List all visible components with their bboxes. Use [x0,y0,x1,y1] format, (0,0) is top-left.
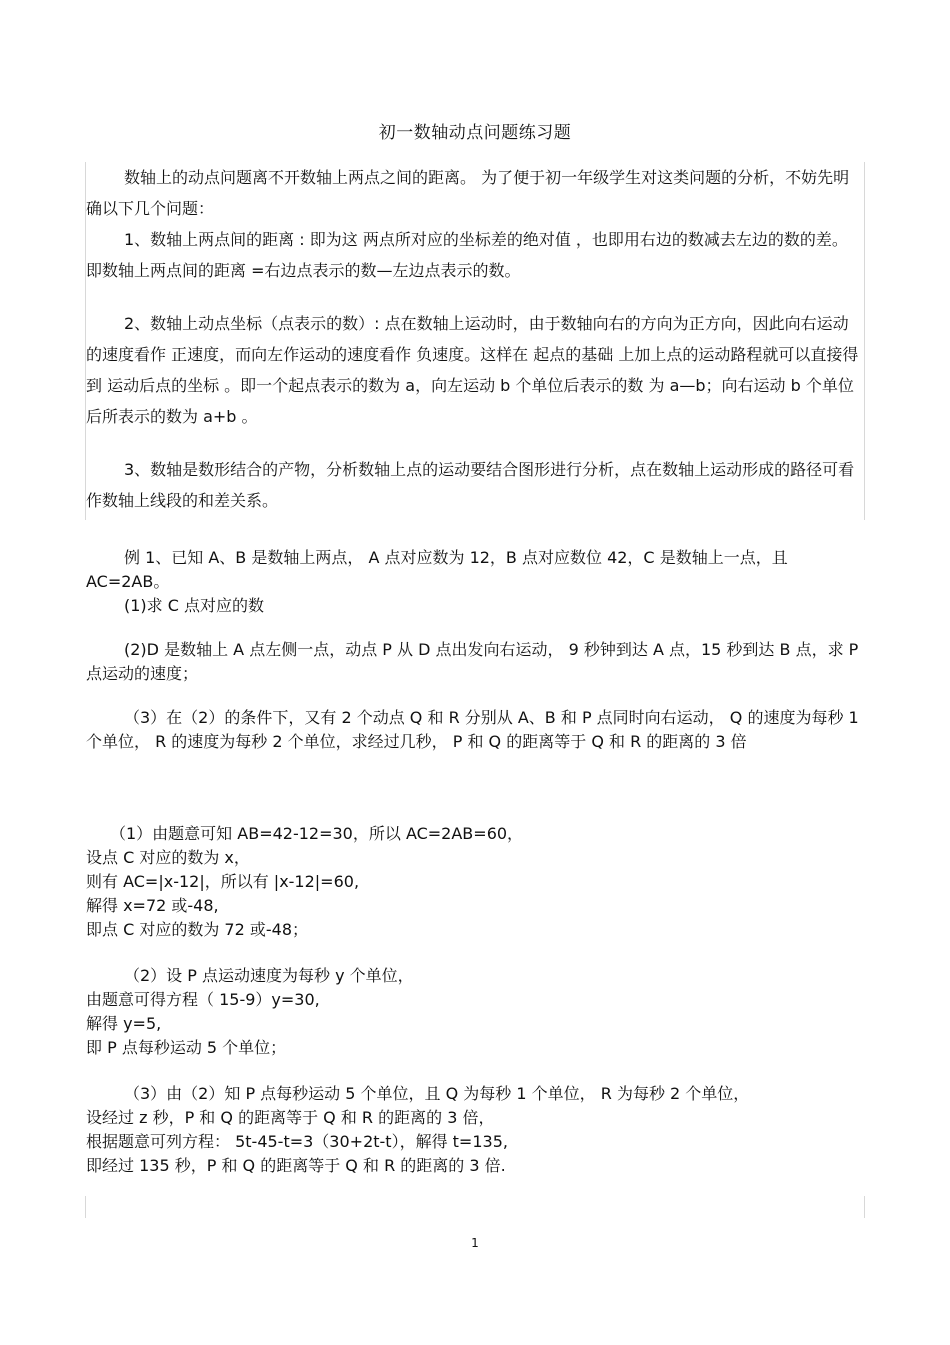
left-margin-rule-bottom [85,1196,86,1218]
solution-1-line: 设点 C 对应的数为 x， [86,848,250,867]
solution-3-line: 根据题意可列方程： 5t-45-t=3（30+2t-t），解得 t=135, [86,1132,508,1151]
solution-3-line: 设经过 z 秒，P 和 Q 的距离等于 Q 和 R 的距离的 3 倍， [86,1108,495,1127]
intro-section [86,162,864,516]
point-2-paragraph: 2、数轴上动点坐标（点表示的数）: 点在数轴上运动时，由于数轴向右的方向为正方向，因此向右运动的速度看作 正速度，而向左作运动的速度看作 负速度。这样在 起点的基础 上加上点的运动路程就可以直接得到 运动后点的坐标 。即一个起点表示的数为 a，向左运动 b 个单位后表示的数 为 a—b；向右运动 b 个单位后所表示的数为 a+b 。 [86,314,859,426]
solution-1-line: 解得 x=72 或-48, [86,896,219,915]
intro-paragraph: 数轴上的动点问题离不开数轴上两点之间的距离。 为了便于初一年级学生对这类问题的分析，不妨先明确以下几个问题： [86,168,850,218]
question-3: （3）在（2）的条件下，又有 2 个动点 Q 和 R 分别从 A、B 和 P 点同时向右运动， Q 的速度为每秒 1 个单位， R 的速度为每秒 2 个单位，求经过几秒， P 和 Q 的距离等于 Q 和 R 的距离的 3 倍 [86,708,859,751]
right-margin-rule [864,162,865,520]
solution-2-line: 即 P 点每秒运动 5 个单位； [86,1038,287,1057]
solution-2-line: 解得 y=5, [86,1014,162,1033]
solution-section [86,822,864,1178]
solution-1-line: 即点 C 对应的数为 72 或-48； [86,920,309,939]
example-section [86,546,864,754]
question-2: (2)D 是数轴上 A 点左侧一点，动点 P 从 D 点出发向右运动， 9 秒钟到达 A 点，15 秒到达 B 点，求 P 点运动的速度； [86,640,859,683]
page-title: 初一数轴动点问题练习题 [378,123,572,143]
example-statement: 例 1、已知 A、B 是数轴上两点， A 点对应数为 12，B 点对应数位 42，C 是数轴上一点，且 AC=2AB。 [86,548,788,591]
page-number: 1 [471,1236,479,1250]
point-1-paragraph: 1、数轴上两点间的距离 : 即为这 两点所对应的坐标差的绝对值 ，也即用右边的数减去左边的数的差。 即数轴上两点间的距离 =右边点表示的数—左边点表示的数。 [86,230,848,280]
point-3-paragraph: 3、数轴是数形结合的产物，分析数轴上点的运动要结合图形进行分析，点在数轴上运动形成的路径可看作数轴上线段的和差关系。 [86,460,855,510]
right-margin-rule-bottom [864,1196,865,1218]
solution-1-line: 则有 AC=|x-12|，所以有 |x-12|=60, [86,872,360,891]
question-1: (1)求 C 点对应的数 [124,596,265,615]
solution-2-line: （2）设 P 点运动速度为每秒 y 个单位， [124,966,414,985]
solution-3-line: （3）由（2）知 P 点每秒运动 5 个单位，且 Q 为每秒 1 个单位， R 为每秒 2 个单位， [124,1084,750,1103]
solution-3-line: 即经过 135 秒，P 和 Q 的距离等于 Q 和 R 的距离的 3 倍. [86,1156,506,1175]
solution-1-line: （1）由题意可知 AB=42-12=30，所以 AC=2AB=60， [110,824,524,843]
solution-2-line: 由题意可得方程（ 15-9）y=30, [86,990,320,1009]
